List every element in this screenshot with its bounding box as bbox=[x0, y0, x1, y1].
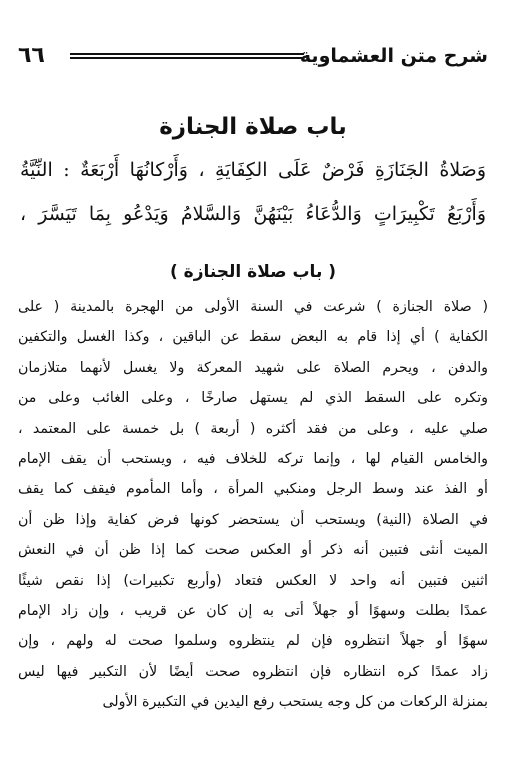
matn-text bbox=[20, 148, 486, 236]
commentary-line: وتكره على السقط الذي لم يستهل صارخًا ، وعلى الغائب وعلى من bbox=[18, 390, 488, 407]
chapter-heading: باب صلاة الجنازة bbox=[159, 114, 347, 140]
commentary-line: عمدًا بطلت وسهوًا أو جهلاً أتى به إن كان عن قريب ، وإن زاد الإمام bbox=[18, 603, 488, 620]
running-header bbox=[18, 42, 488, 72]
commentary-line: زاد عمدًا كره انتظاره فإن انتظروه صحت أيضًا لأن التكبير فيها ليس bbox=[18, 663, 488, 680]
commentary-line: والخامس القيام لها ، وإنما تركه للخلاف فيه ، ويستحب أن يقف الإمام bbox=[18, 451, 488, 468]
commentary-line: صلي عليه ، وعلى من فقد أكثره ( أربعة ) بل خمسة على المعتمد ، bbox=[18, 420, 488, 437]
commentary-line: سهوًا أو جهلاً انتظروه فإن لم ينتظروه وسلموا صحت له ولهم ، وإن bbox=[18, 633, 488, 650]
matn-line: وَأَرْبَعُ تَكْبِيرَاتٍ وَالدُّعَاءُ بَيْنَهُنَّ وَالسَّلامُ وَيَدْعُو بِمَا تَيَسَّرَ ، bbox=[20, 203, 486, 225]
commentary-text bbox=[18, 292, 488, 718]
commentary-line: الميت أنثى فتبين أنه ذكر أو العكس صحت كما إذا ظن أن في النعش bbox=[18, 542, 488, 559]
book-title: شرح متن العشماوية bbox=[299, 45, 488, 67]
header-double-rule bbox=[70, 53, 304, 59]
matn-line: وَصَلاةُ الجَنَازَةِ فَرْضٌ عَلَى الكِفَايَةِ ، وَأَرْكانُهَا أَرْبَعَةٌ : النِّيَّةُ bbox=[20, 159, 486, 181]
commentary-line: في الصلاة (النية) ويستحب أن يستحضر كونها فرض كفاية وإذا ظن أن bbox=[18, 511, 488, 528]
commentary-line: ( صلاة الجنازة ) شرعت في السنة الأولى من الهجرة بالمدينة ( على bbox=[18, 299, 488, 315]
commentary-line: اثنين فتبين أنه واحد لا العكس فتعاد (وأربع تكبيرات) إذا نقص شيئًا bbox=[18, 572, 488, 589]
commentary-line: والدفن ، ويحرم الصلاة على شهيد المعركة ولا يغسل لأنهما متلازمان bbox=[18, 359, 488, 376]
commentary-line: أو الفذ عند وسط الرجل ومنكبي المرأة ، وأما المأموم فيقف كما يقف bbox=[18, 481, 488, 498]
commentary-heading: ( باب صلاة الجنازة ) bbox=[169, 262, 337, 282]
page-number: ٦٦ bbox=[18, 43, 45, 68]
commentary-line: الكفاية ) أي إذا قام به البعض سقط عن الباقين ، وكذا الغسل والتكفين bbox=[18, 329, 488, 346]
commentary-line: بمنزلة الركعات من كل وجه يستحب رفع اليدين في التكبيرة الأولى bbox=[102, 694, 488, 711]
